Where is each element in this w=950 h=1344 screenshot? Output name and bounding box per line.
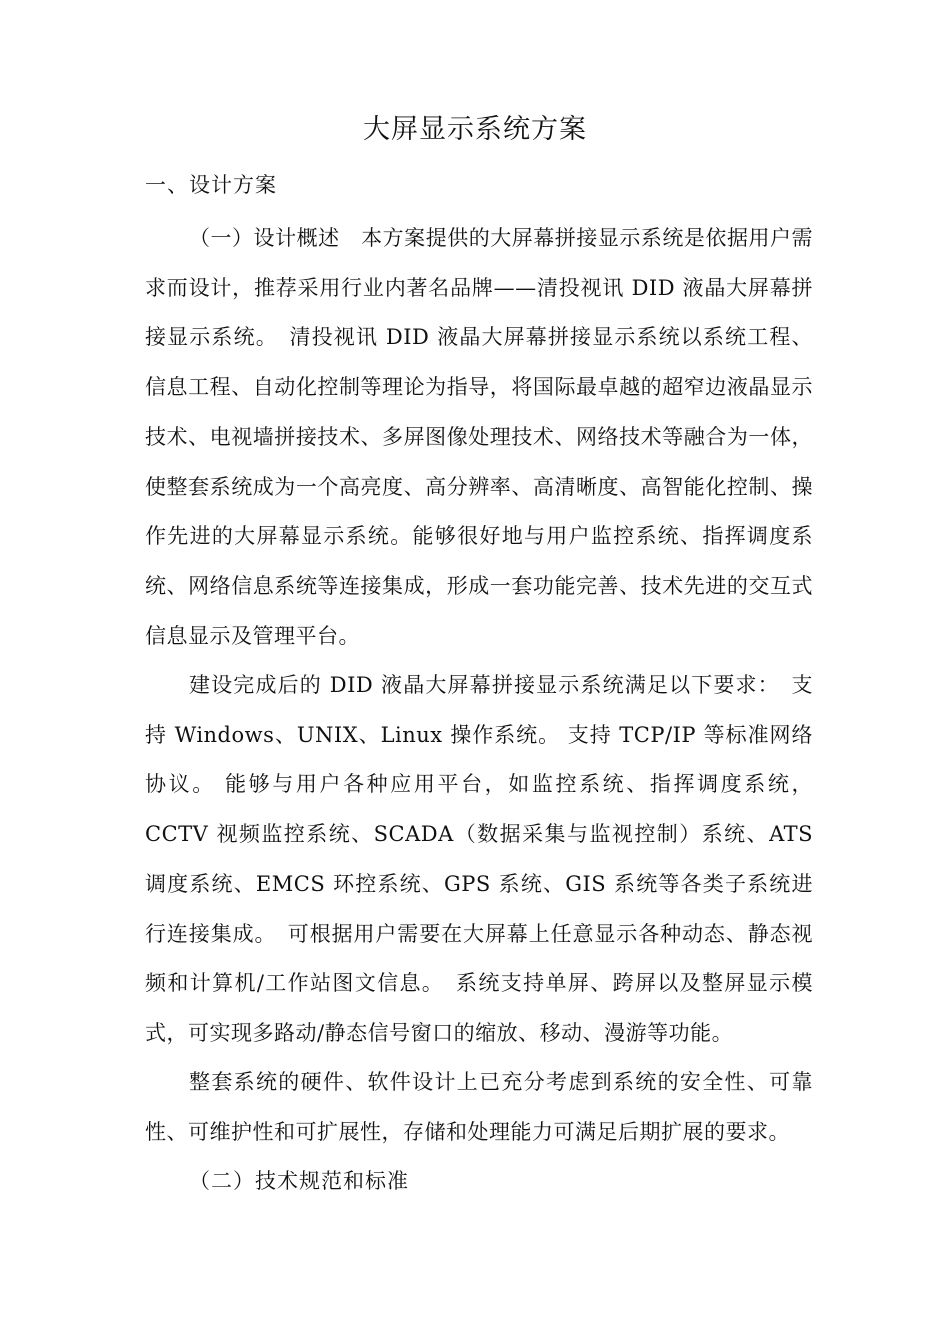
paragraph-design-overview: （一）设计概述 本方案提供的大屏幕拼接显示系统是依据用户需求而设计，推荐采用行业内著名品牌——清投视讯 DID 液晶大屏幕拼接显示系统。 清投视讯 DID 液晶大屏幕拼接显示系统以系统工程、信息工程、自动化控制等理论为指导，将国际最卓越的超窄边液晶显示技术、电视墙拼接技术、多屏图像处理技术、网络技术等融合为一体，使整套系统成为一个高亮度、高分辨率、高清晰度、高智能化控制、操作先进的大屏幕显示系统。能够很好地与用户监控系统、指挥调度系统、网络信息系统等连接集成，形成一套功能完善、技术先进的交互式信息显示及管理平台。	[145, 226, 813, 648]
subsection-heading-technical-standards: （二）技术规范和标准	[189, 1169, 409, 1193]
paragraph-system-design: 整套系统的硬件、软件设计上已充分考虑到系统的安全性、可靠性、可维护性和可扩展性，存储和处理能力可满足后期扩展的要求。	[145, 1070, 813, 1144]
paragraph-requirements: 建设完成后的 DID 液晶大屏幕拼接显示系统满足以下要求： 支持 Windows、UNIX、Linux 操作系统。 支持 TCP/IP 等标准网络协议。 能够与用户各种应用平台，如监控系统、指挥调度系统，CCTV 视频监控系统、SCADA（数据采集与监视控制）系统、ATS 调度系统、EMCS 环控系统、GPS 系统、GIS 系统等各类子系统进行连接集成。 可根据用户需要在大屏幕上任意显示各种动态、静态视频和计算机/工作站图文信息。 系统支持单屏、跨屏以及整屏显示模式，可实现多路动/静态信号窗口的缩放、移动、漫游等功能。	[145, 673, 813, 1045]
section-heading-design-plan: 一、设计方案	[145, 173, 277, 197]
document-title: 大屏显示系统方案	[363, 114, 587, 145]
